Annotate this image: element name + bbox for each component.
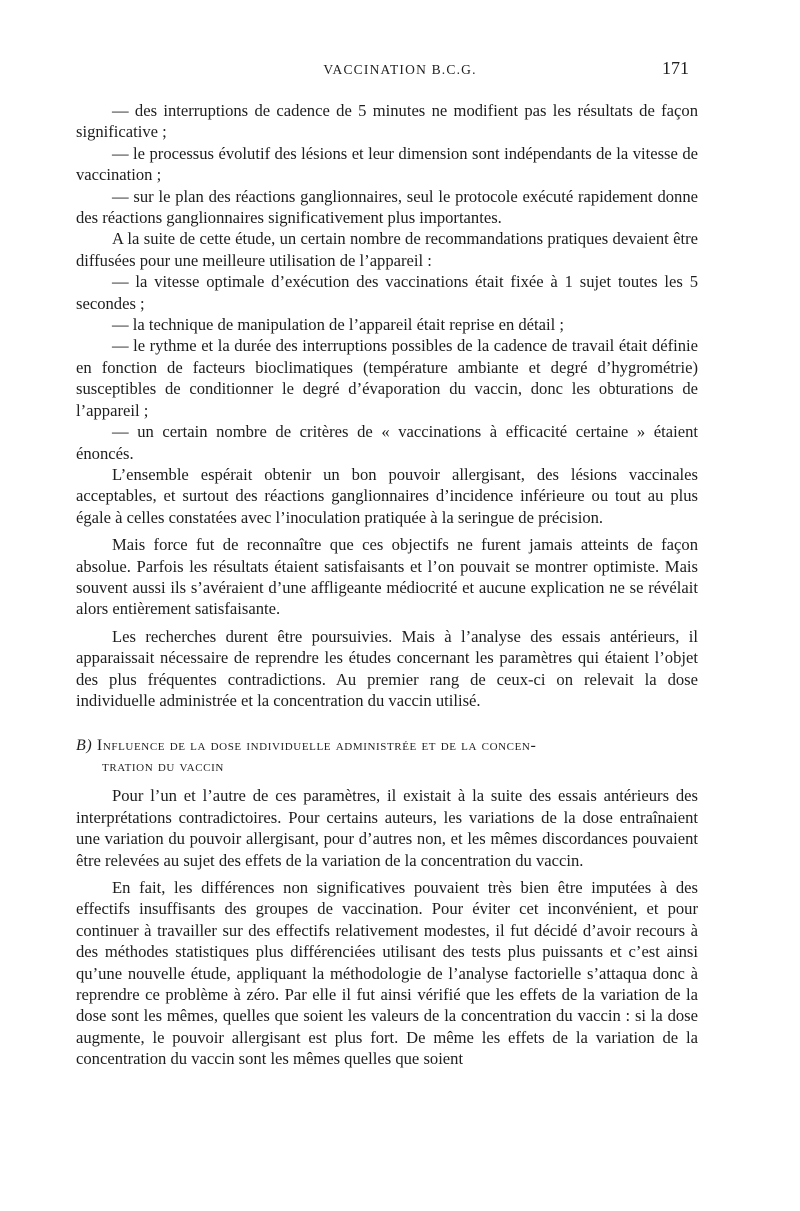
paragraph: — la vitesse optimale d’exécution des vaccinations était fixée à 1 sujet toutes les 5 secondes ; [76, 272, 698, 313]
paragraph: — le processus évolutif des lésions et leur dimension sont indépendants de la vitesse de vaccination ; [76, 143, 698, 185]
paragraph: — sur le plan des réactions ganglionnaires, seul le protocole exécuté rapidement donne des réactions ganglionnaires significativement plus importantes. [76, 186, 698, 228]
running-title: VACCINATION B.C.G. [323, 62, 477, 77]
section-title-line1: Influence de la dose individuelle administrée et de la concen- [96, 737, 537, 755]
paragraph: Pour l’un et l’autre de ces paramètres, il existait à la suite des essais antérieurs des interprétations contradictoires. Pour certains auteurs, les variations de la dose entraînaient une variation du pouvoir allergisant, pour d’autres non, et les mêmes discordances pouvaient être relevées au sujet des effets de la variation de la concentration du vaccin. [76, 786, 698, 870]
body-text [76, 100, 698, 1070]
paragraph: A la suite de cette étude, un certain nombre de recommandations pratiques devaient être diffusées pour une meilleure utilisation de l’appareil : [76, 229, 698, 270]
paragraph: Mais force fut de reconnaître que ces objectifs ne furent jamais atteints de façon absolue. Parfois les résultats étaient satisfaisants et l’on pouvait se montrer optimiste. Mais souvent aussi ils s’avéraient d’une affligeante médiocrité et aucune explication ne se révélait alors entièrement satisfaisante. [76, 535, 698, 619]
paragraph: L’ensemble espérait obtenir un bon pouvoir allergisant, des lésions vaccinales acceptables, et surtout des réactions ganglionnaires d’incidence inférieure ou tout au plus égale à celles constatées avec l’inoculation pratiquée à la seringue de précision. [76, 464, 698, 527]
paragraph: — la technique de manipulation de l’appareil était reprise en détail ; [112, 315, 565, 335]
paragraph: En fait, les différences non significatives pouvaient très bien être imputées à des effectifs insuffisants des groupes de vaccination. Pour éviter cet inconvénient, et pour continuer à travailler sur des effectifs relativement modestes, il fut décidé d’avoir recours à des méthodes statistiques plus différenciées utilisant des tests plus puissants et c’est ainsi qu’une nouvelle étude, appliquant la méthodologie de l’analyse factorielle s’attaqua donc à reprendre ce problème à zéro. Par elle il fut ainsi vérifié que les effets de la variation de la dose sont les mêmes, quelles que soient les valeurs de la concentration du vaccin : si la dose augmente, le pouvoir allergisant est plus fort. De même les effets de la variation de la concentration du vaccin sont les mêmes quelles que soient [76, 878, 698, 1069]
section-letter: B) [76, 737, 93, 755]
paragraph: — le rythme et la durée des interruptions possibles de la cadence de travail était définie en fonction de facteurs bioclimatiques (température ambiante et degré d’hygrométrie) susceptibles de conditionner le degré d’évaporation du vaccin, donc les obturations de l’appareil ; [76, 336, 698, 420]
paragraph: Les recherches durent être poursuivies. Mais à l’analyse des essais antérieurs, il apparaissait nécessaire de reprendre les études concernant les paramètres qui étaient l’objet des plus fréquentes contradictions. Au premier rang de ceux-ci on relevait la dose individuelle administrée et la concentration du vaccin utilisé. [76, 626, 698, 710]
section-title-line2: tration du vaccin [102, 758, 224, 776]
paragraph: — un certain nombre de critères de « vaccinations à efficacité certaine » étaient énoncés. [76, 422, 698, 463]
running-head [0, 58, 800, 84]
paragraph: — des interruptions de cadence de 5 minutes ne modifient pas les résultats de façon significative ; [76, 101, 698, 142]
section-heading [76, 735, 698, 777]
page-number: 171 [662, 58, 689, 78]
